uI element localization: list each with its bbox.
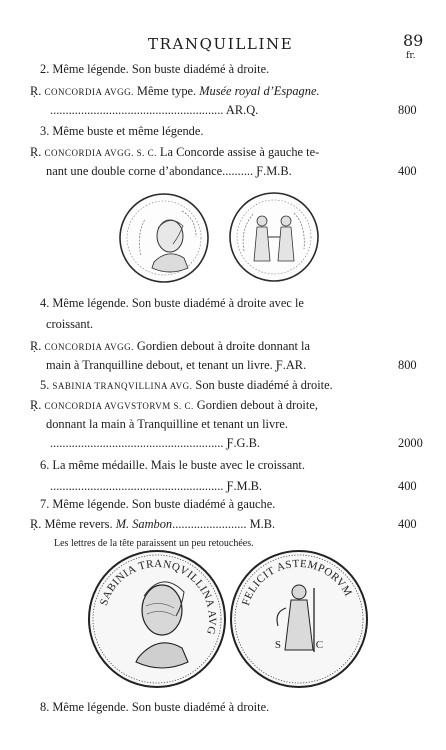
entry-text: Ṛ. (30, 398, 45, 412)
entry-text: donnant la main à Tranquilline et tenant un livre. (46, 417, 288, 431)
entry-text: ........................................................ AR.Q. (50, 103, 259, 117)
entry-text: ........................ M.B. (172, 517, 276, 531)
entry-text: 3. Même buste et même légende. (40, 124, 204, 138)
entry-line (30, 517, 275, 532)
running-header (0, 31, 446, 61)
page-number: 89 (403, 31, 424, 50)
big-reverse-field-letters: S C (274, 639, 324, 651)
coin-large-reverse-felicitas-icon (228, 548, 370, 690)
entry-line (30, 339, 310, 354)
coin-reverse-concordia-icon (228, 191, 320, 283)
entry-line (46, 317, 93, 332)
entry-line (50, 479, 262, 494)
price-value: 400 (398, 479, 417, 493)
entry-text: Ṛ. (30, 339, 45, 353)
entry-text: 5. (40, 378, 53, 392)
source-citation: Musée royal d’Espagne. (199, 84, 320, 98)
coin-legend-text: SABINIA TRANQVILLINA AVG. (52, 381, 193, 391)
entry-text: 8. Même légende. Son buste diadémé à droite. (40, 700, 270, 714)
entry-text: Son buste diadémé à droite. (192, 378, 333, 392)
entry-text: Ṛ. (30, 145, 45, 159)
price-value: 400 (398, 517, 417, 531)
page-title: TRANQUILLINE (148, 35, 294, 53)
coin-legend-text: CONCORDIA AVGG. (44, 342, 134, 352)
coin-large-obverse-bust-icon (86, 548, 228, 690)
entry-line (40, 378, 333, 393)
price-unit-label: fr. (406, 51, 416, 61)
entry-line (46, 417, 288, 432)
entry-line (40, 458, 305, 473)
entry-line (40, 497, 275, 512)
entry-text: ........................................................ Ƒ.M.B. (50, 479, 263, 493)
big-reverse-legend: FELICIT ASTEMPORVM (239, 557, 355, 608)
entry-line (46, 164, 292, 179)
entry-text: 6. La même médaille. Mais le buste avec le croissant. (40, 458, 305, 472)
entry-text: nant une double corne d’abondance.......... Ƒ.M.B. (46, 164, 292, 178)
entry-line (30, 84, 320, 99)
entry-text: main à Tranquilline debout, et tenant un livre. Ƒ.AR. (46, 358, 307, 372)
entry-text: Les lettres de la tête paraissent un peu retouchées. (54, 538, 254, 549)
entry-line (30, 145, 319, 160)
entry-text: ........................................................ Ƒ.G.B. (50, 436, 260, 450)
coin-legend-text: CONCORDIA AVGVSTORVM S. C. (44, 401, 194, 411)
entry-text: croissant. (46, 317, 94, 331)
entry-line (50, 436, 260, 451)
coin-legend-text: CONCORDIA AVGG. S. C. (44, 148, 157, 158)
entry-line (40, 296, 304, 311)
entry-text: 4. Même légende. Son buste diadémé à droite avec le (40, 296, 304, 310)
entry-line (50, 103, 258, 118)
price-value: 400 (398, 164, 417, 178)
entry-text: Gordien debout à droite donnant la (133, 339, 311, 353)
entry-line (40, 700, 269, 715)
entry-line (40, 62, 269, 77)
entry-text: Ṛ. (30, 84, 45, 98)
big-obverse-legend: SABINIA TRANQVILLINA AVG (97, 557, 219, 636)
entry-text: 7. Même légende. Son buste diadémé à gauche. (40, 497, 276, 511)
entry-text: Ṛ. Même revers. (30, 517, 116, 531)
entry-line (40, 124, 203, 139)
price-value: 2000 (398, 436, 423, 450)
coin-obverse-bust-icon (118, 192, 210, 284)
price-value: 800 (398, 358, 417, 372)
entry-text: La Concorde assise à gauche te- (156, 145, 320, 159)
entry-text: Gordien debout à droite, (193, 398, 318, 412)
price-value: 800 (398, 103, 417, 117)
source-citation: M. Sambon (115, 517, 173, 531)
coin-legend-text: CONCORDIA AVGG. (44, 87, 134, 97)
entry-line (30, 398, 318, 413)
entry-text: Même type. (133, 84, 200, 98)
entry-text: 2. Même légende. Son buste diadémé à droite. (40, 62, 270, 76)
entry-line (46, 358, 306, 373)
